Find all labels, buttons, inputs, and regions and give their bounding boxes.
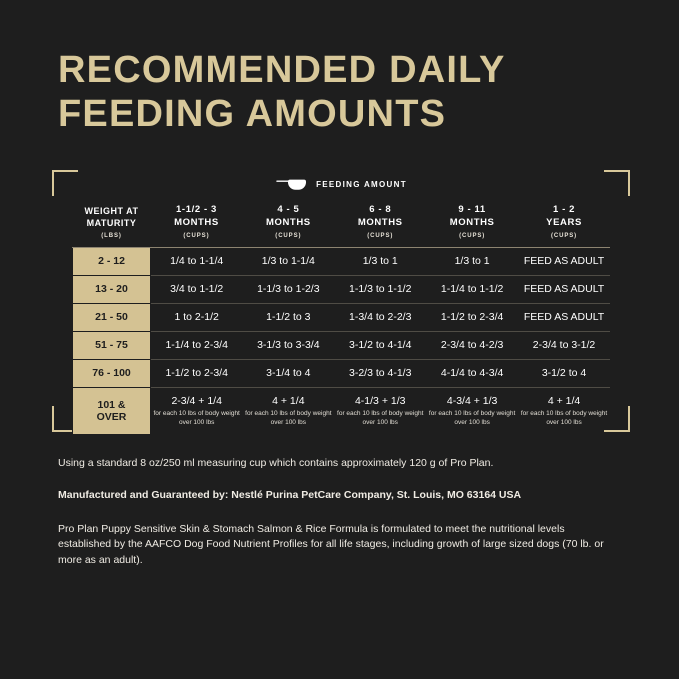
table-row: [73, 303, 611, 331]
row-weight-3: 51 - 75: [73, 332, 151, 360]
feeding-amount-label: FEEDING AMOUNT: [316, 180, 407, 189]
column-header-5: [518, 204, 610, 247]
page-title-line1: RECOMMENDED DAILY: [58, 49, 506, 91]
feeding-amount-header: [52, 178, 630, 191]
cell-2-2: 1-3/4 to 2-2/3: [334, 303, 426, 331]
cell-4-1: 3-1/4 to 4: [242, 360, 334, 388]
cell-0-4: FEED AS ADULT: [518, 247, 610, 275]
column-header-weight: [73, 204, 151, 247]
cell-5-0: [151, 388, 243, 435]
cell-4-0: 1-1/2 to 2-3/4: [151, 360, 243, 388]
column-header-5-line1: 1 - 2: [553, 204, 576, 215]
manufacturer-note: Manufactured and Guaranteed by: Nestlé Purina PetCare Company, St. Louis, MO 63164 USA: [58, 488, 522, 501]
column-header-3-line2: MONTHS: [357, 216, 403, 228]
cell-2-4: FEED AS ADULT: [518, 303, 610, 331]
column-header-3-unit: (CUPS): [367, 232, 394, 239]
column-header-4-line1: 9 - 11: [458, 204, 486, 215]
column-header-2-line2: MONTHS: [265, 216, 311, 228]
row-weight-1: 13 - 20: [73, 275, 151, 303]
cell-4-3: 4-1/4 to 4-3/4: [426, 360, 518, 388]
cell-5-2: [334, 388, 426, 435]
column-header-4-unit: (CUPS): [459, 232, 486, 239]
column-header-1: [151, 204, 243, 247]
cell-0-3: 1/3 to 1: [426, 247, 518, 275]
column-header-2-line1: 4 - 5: [277, 204, 300, 215]
feeding-table-container: [52, 170, 630, 432]
cell-5-2-note: for each 10 lbs of body weight over 100 lbs: [337, 410, 424, 426]
column-header-3-line1: 6 - 8: [369, 204, 392, 215]
row-weight-2: 21 - 50: [73, 303, 151, 331]
footer-text: [58, 456, 618, 569]
cell-5-4: [518, 388, 610, 435]
table-row: [73, 388, 611, 435]
column-header-2: [242, 204, 334, 247]
row-weight-4: 76 - 100: [73, 360, 151, 388]
cell-2-3: 1-1/2 to 2-3/4: [426, 303, 518, 331]
cell-5-1-note: for each 10 lbs of body weight over 100 lbs: [245, 410, 332, 426]
cell-5-4-value: 4 + 1/4: [547, 395, 581, 408]
cell-5-3-value: 4-3/4 + 1/3: [446, 395, 498, 408]
cell-4-4: 3-1/2 to 4: [518, 360, 610, 388]
cell-0-0: 1/4 to 1-1/4: [151, 247, 243, 275]
cell-4-2: 3-2/3 to 4-1/3: [334, 360, 426, 388]
cell-0-2: 1/3 to 1: [334, 247, 426, 275]
cell-5-3: [426, 388, 518, 435]
cell-1-0: 3/4 to 1-1/2: [151, 275, 243, 303]
measuring-cup-note: Using a standard 8 oz/250 ml measuring cup which contains approximately 120 g of Pro Plan.: [58, 457, 494, 469]
page-title-line2: FEEDING AMOUNTS: [58, 93, 447, 136]
aafco-statement: Pro Plan Puppy Sensitive Skin & Stomach Salmon & Rice Formula is formulated to meet the nutritional levels established by the AAFCO Dog Food Nutrient Profiles for all life stages, including growth of large sized dogs (70 lb. or more as an adult).: [58, 522, 604, 566]
cell-5-2-value: 4-1/3 + 1/3: [354, 395, 406, 408]
feeding-table: [72, 204, 610, 435]
table-row: [73, 275, 611, 303]
cell-2-0: 1 to 2-1/2: [151, 303, 243, 331]
table-header-row: [73, 204, 611, 247]
cell-5-3-note: for each 10 lbs of body weight over 100 lbs: [428, 410, 516, 426]
table-row: [73, 332, 611, 360]
cell-5-4-note: for each 10 lbs of body weight over 100 lbs: [520, 410, 608, 426]
cell-2-1: 1-1/2 to 3: [242, 303, 334, 331]
row-weight-5-line2: OVER: [96, 411, 127, 424]
cell-1-4: FEED AS ADULT: [518, 275, 610, 303]
column-header-4-line2: MONTHS: [449, 216, 495, 228]
cell-5-0-note: for each 10 lbs of body weight over 100 lbs: [153, 410, 240, 426]
cell-5-1: [242, 388, 334, 435]
column-header-weight-line2: MATURITY: [86, 218, 137, 229]
row-weight-5: [73, 388, 151, 435]
page-title: [58, 48, 638, 136]
row-weight-5-line1: 101 &: [97, 398, 126, 411]
column-header-weight-unit: (LBS): [101, 232, 122, 239]
table-row: [73, 360, 611, 388]
column-header-2-unit: (CUPS): [275, 232, 302, 239]
cell-3-2: 3-1/2 to 4-1/4: [334, 332, 426, 360]
column-header-1-line2: MONTHS: [174, 216, 219, 228]
cell-5-0-value: 2-3/4 + 1/4: [171, 395, 222, 408]
cell-1-3: 1-1/4 to 1-1/2: [426, 275, 518, 303]
cell-1-1: 1-1/3 to 1-2/3: [242, 275, 334, 303]
cell-3-4: 2-3/4 to 3-1/2: [518, 332, 610, 360]
row-weight-0: 2 - 12: [73, 247, 151, 275]
measuring-scoop-icon: [275, 178, 309, 191]
cell-3-1: 3-1/3 to 3-3/4: [242, 332, 334, 360]
cell-3-0: 1-1/4 to 2-3/4: [151, 332, 243, 360]
column-header-3: [334, 204, 426, 247]
column-header-4: [426, 204, 518, 247]
cell-3-3: 2-3/4 to 4-2/3: [426, 332, 518, 360]
column-header-5-line2: YEARS: [546, 216, 582, 228]
cell-1-2: 1-1/3 to 1-1/2: [334, 275, 426, 303]
column-header-1-unit: (CUPS): [183, 232, 210, 239]
column-header-weight-line1: WEIGHT AT: [84, 206, 139, 217]
column-header-1-line1: 1-1/2 - 3: [176, 204, 217, 215]
cell-5-1-value: 4 + 1/4: [272, 395, 305, 408]
column-header-5-unit: (CUPS): [550, 232, 578, 239]
table-row: [73, 247, 611, 275]
cell-0-1: 1/3 to 1-1/4: [242, 247, 334, 275]
